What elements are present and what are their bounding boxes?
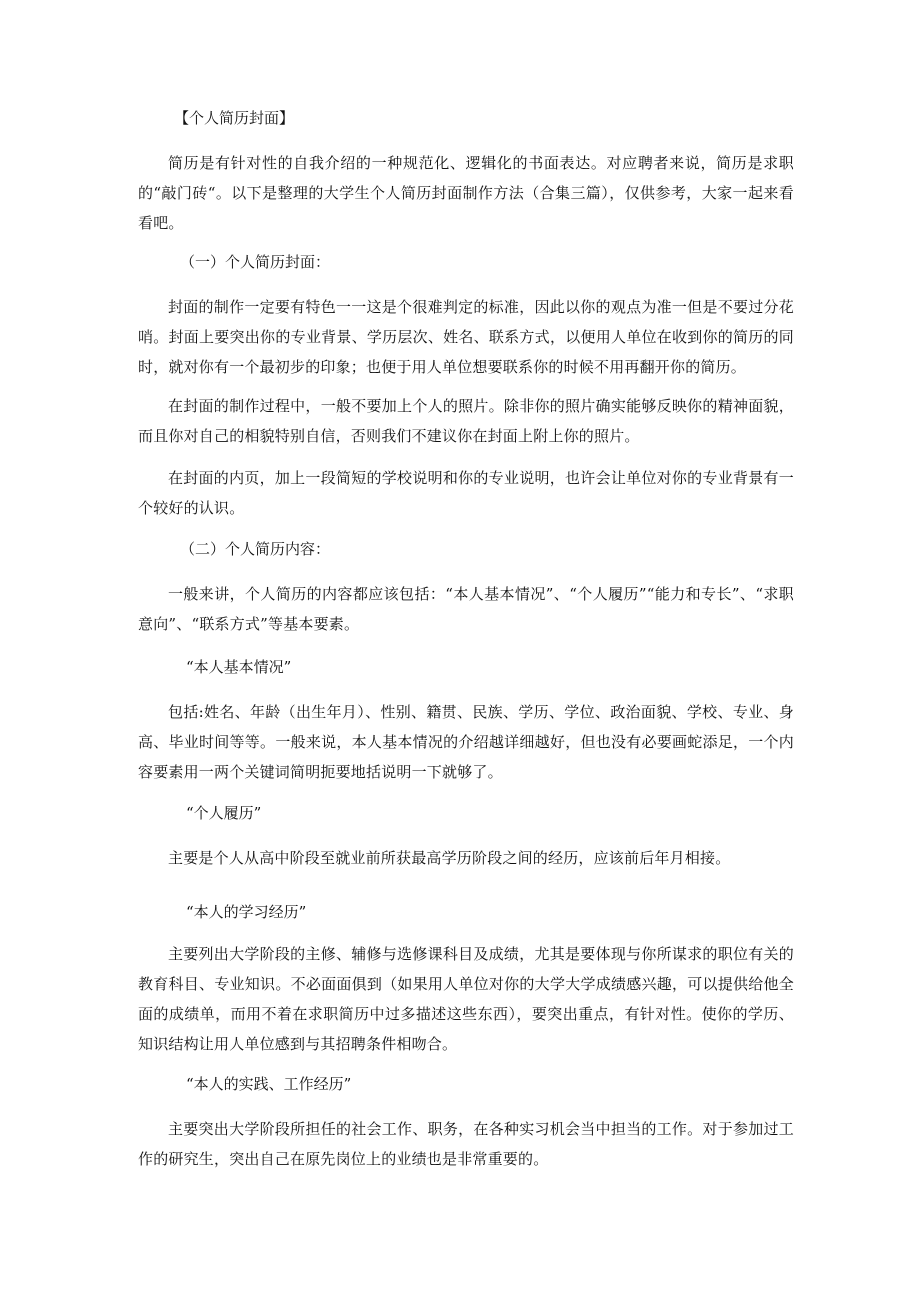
- work-experience-paragraph: 主要突出大学阶段所担任的社会工作、职务，在各种实习机会当中担当的工作。对于参加过工作的研究生，突出自己在原先岗位上的业绩也是非常重要的。: [138, 1120, 794, 1168]
- subheading-work-experience: “本人的实践、工作经历”: [186, 1075, 352, 1093]
- intro-paragraph: 简历是有针对性的自我介绍的一种规范化、逻辑化的书面表达。对应聘者来说，简历是求职的“敲门砖“。以下是整理的大学生个人简历封面制作方法（合集三篇），仅供参考，大家一起来看看吧。: [138, 154, 794, 232]
- document-title: 【个人简历封面】: [174, 109, 295, 127]
- subheading-resume-history: “个人履历”: [186, 804, 262, 822]
- section-heading-content: （二）个人简历内容：: [180, 540, 331, 558]
- resume-history-paragraph: 主要是个人从高中阶段至就业前所获最高学历阶段之间的经历，应该前后年月相接。: [168, 849, 731, 867]
- content-paragraph-1: 一般来讲，个人简历的内容都应该包括：“本人基本情况”、“个人履历”“能力和专长”、“求职意向”、“联系方式”等基本要素。: [138, 585, 794, 633]
- study-experience-paragraph: 主要列出大学阶段的主修、辅修与选修课科目及成绩，尤其是要体现与你所谋求的职位有关的教育科目、专业知识。不必面面俱到（如果用人单位对你的大学大学成绩感兴趣，可以提供给他全面的成绩单，而用不着在求职简历中过多描述这些东西），要突出重点，有针对性。使你的学历、知识结构让用人单位感到与其招聘条件相吻合。: [138, 945, 794, 1053]
- subheading-study-experience: “本人的学习经历”: [186, 903, 307, 921]
- basic-info-paragraph: 包括:姓名、年龄（出生年月）、性别、籍贯、民族、学历、学位、政治面貌、学校、专业、身高、毕业时间等等。一般来说，本人基本情况的介绍越详细越好，但也没有必要画蛇添足，一个内容要素用一两个关键词简明扼要地括说明一下就够了。: [138, 703, 794, 781]
- section-heading-cover: （一）个人简历封面：: [180, 253, 331, 271]
- cover-paragraph-3: 在封面的内页，加上一段简短的学校说明和你的专业说明，也许会让单位对你的专业背景有一个较好的认识。: [138, 469, 794, 517]
- cover-paragraph-2: 在封面的制作过程中，一般不要加上个人的照片。除非你的照片确实能够反映你的精神面貌，而且你对自己的相貌特别自信，否则我们不建议你在封面上附上你的照片。: [138, 397, 794, 445]
- cover-paragraph-1: 封面的制作一定要有特色一一这是个很难判定的标准，因此以你的观点为准一但是不要过分花哨。封面上要突出你的专业背景、学历层次、姓名、联系方式，以便用人单位在收到你的简历的同时，就对你有一个最初步的印象；也便于用人单位想要联系你的时候不用再翻开你的简历。: [138, 298, 794, 376]
- subheading-basic-info: “本人基本情况”: [186, 658, 292, 676]
